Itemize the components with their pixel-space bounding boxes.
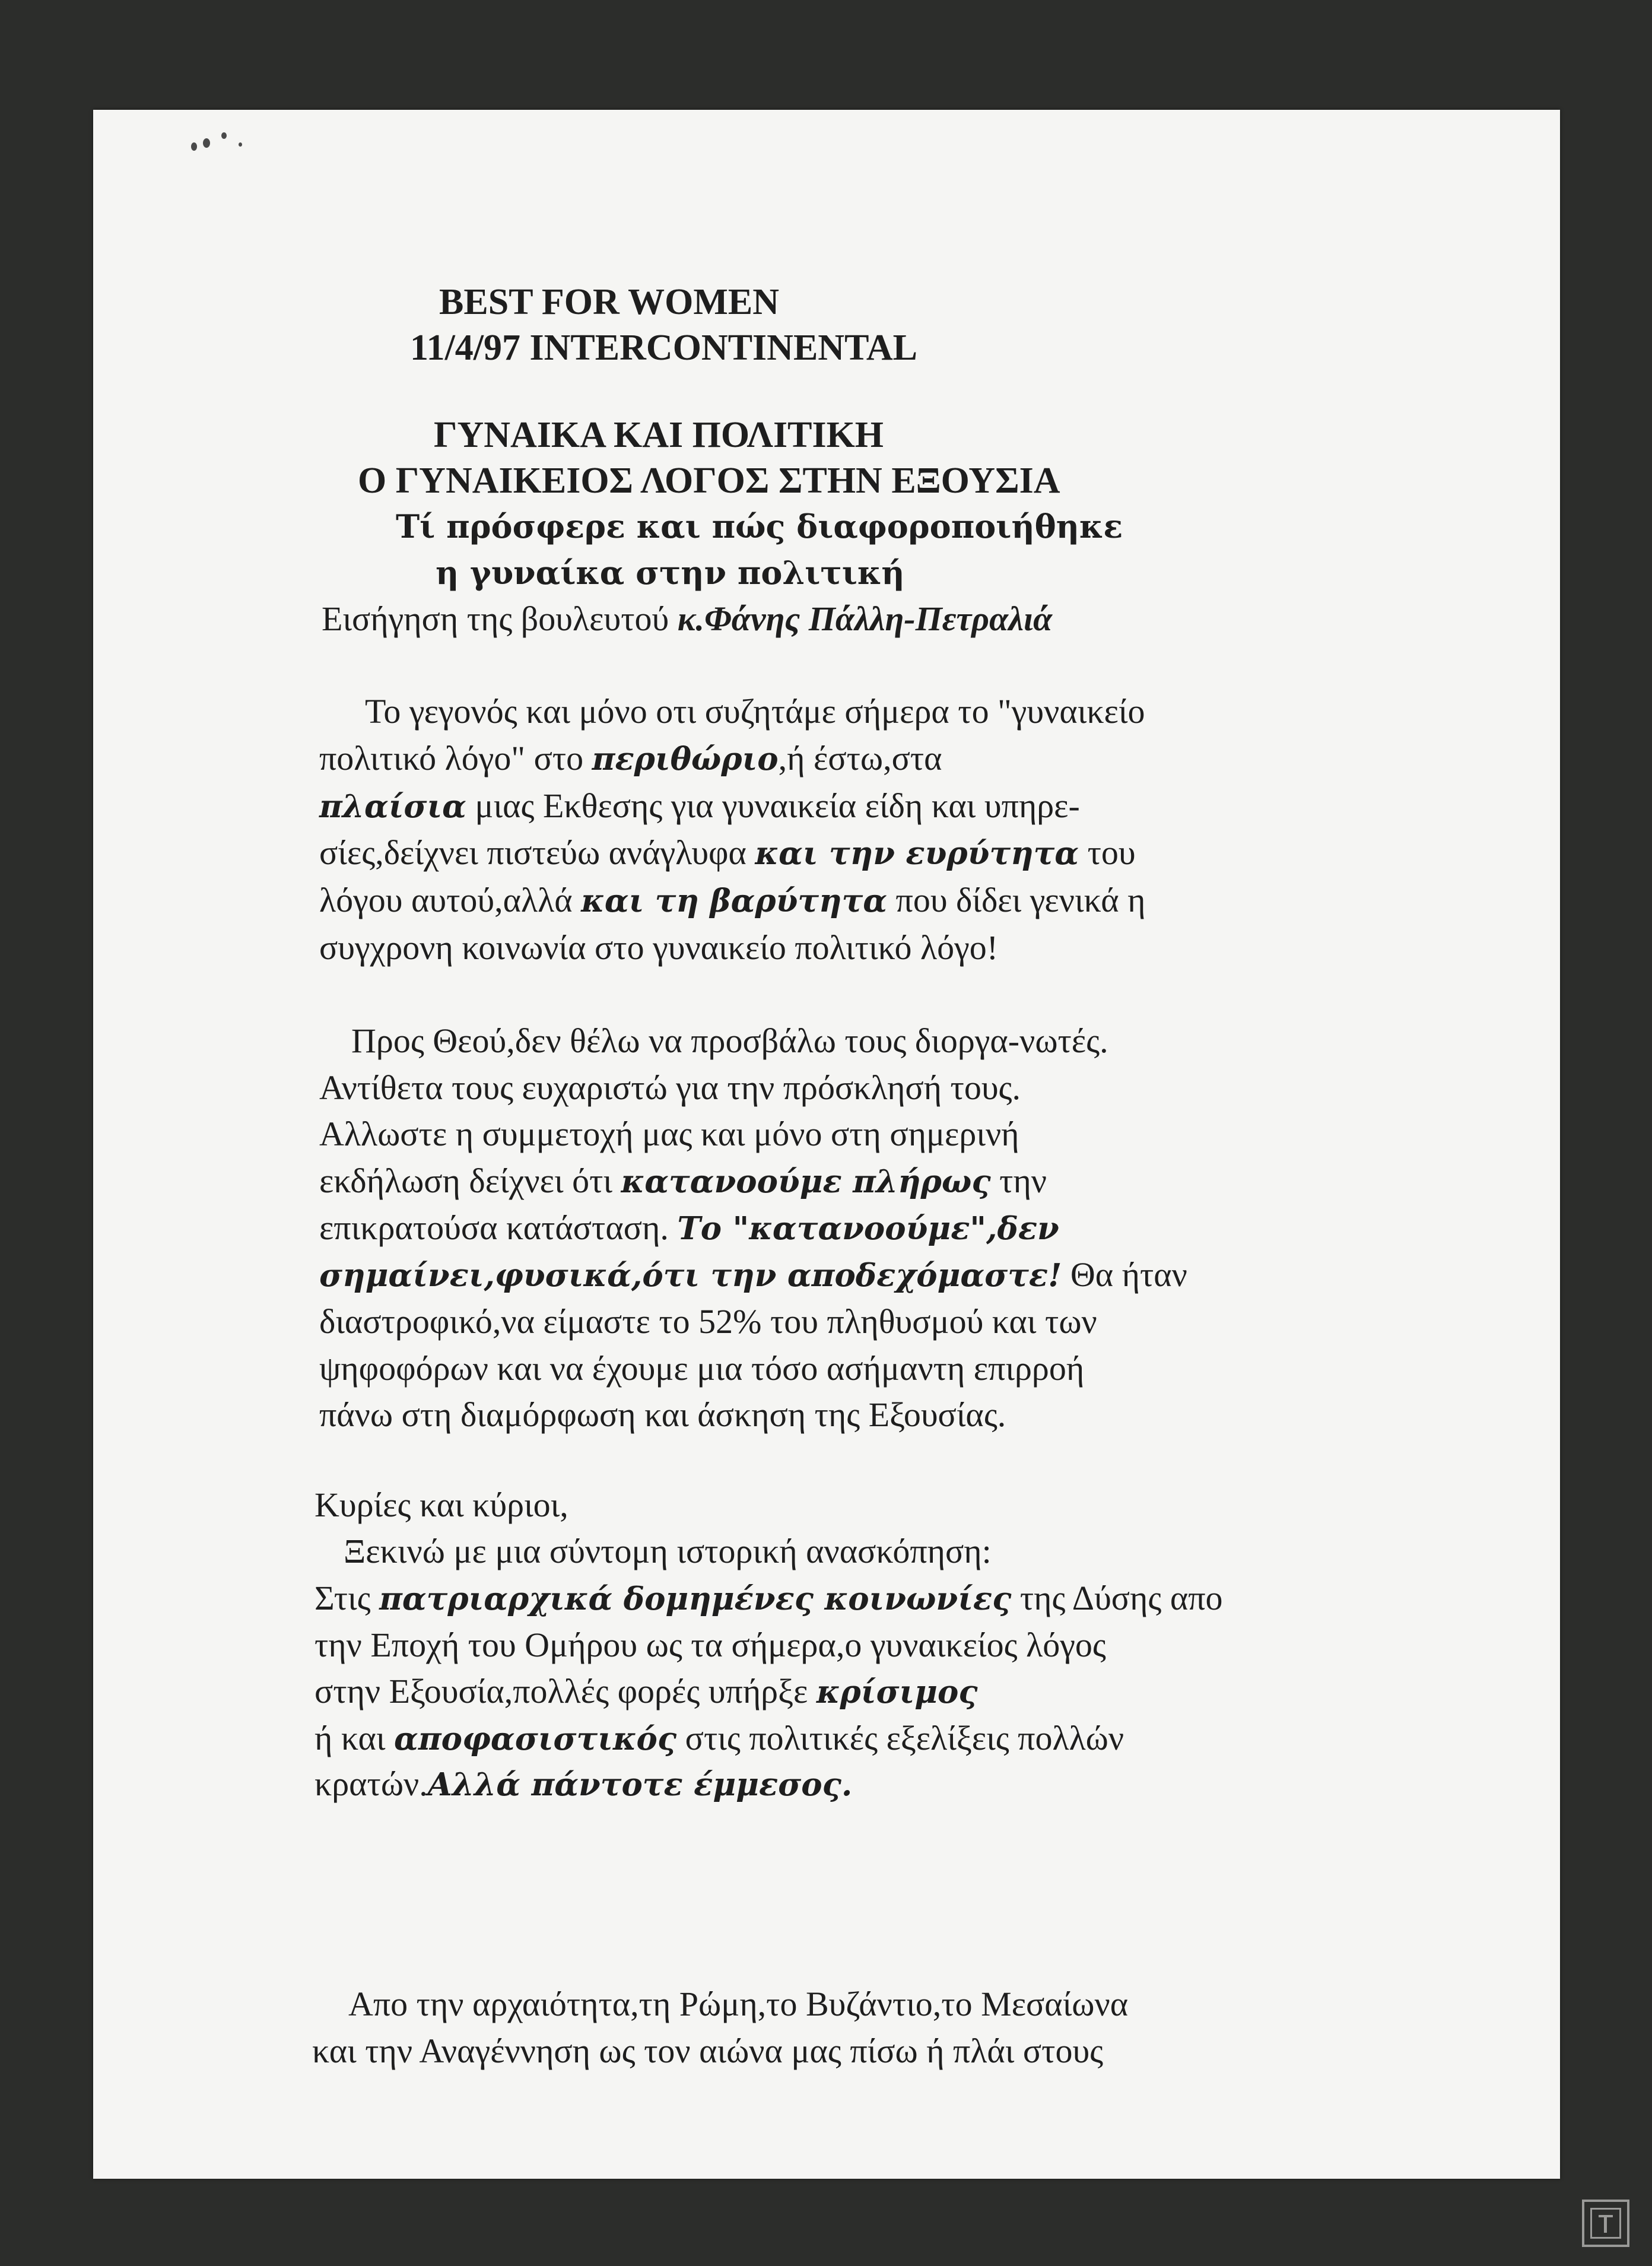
para1-line-6: συγχρονη κοινωνία στο γυναικείο πολιτικό λόγο! [319, 928, 999, 967]
para1-line-5 [319, 879, 1146, 922]
text-run: εκδήλωση δείχνει ότι [319, 1161, 621, 1200]
event-date-venue: 11/4/97 INTERCONTINENTAL [410, 328, 917, 368]
para3-line-7 [314, 1763, 852, 1806]
para2-line-2: Αντίθετα τους ευχαριστώ για την πρόσκλησή τους. [319, 1068, 1021, 1107]
emphasis-text: κατανοούμε πλήρως [621, 1163, 991, 1200]
para4-line-2: και την Αναγέννηση ως τον αιώνα μας πίσω ή πλάι στους [312, 2032, 1104, 2070]
text-run: λόγου αυτού,αλλά [319, 881, 582, 919]
text-run: που δίδει γενικά η [887, 881, 1146, 919]
text-run: ,ή έστω,στα [778, 739, 942, 777]
subtitle-line-2: η γυναίκα στην πολιτική [436, 554, 905, 592]
para2-line-1: Προς Θεού,δεν θέλω να προσβάλω τους διοργα-νωτές. [351, 1021, 1108, 1060]
para1-line-1: Το γεγονός και μόνο οτι συζητάμε σήμερα το "γυναικείο [365, 692, 1145, 731]
subtitle-line-1: Τί πρόσφερε και πώς διαφοροποιήθηκε [396, 507, 1123, 545]
title-line-1: ΓΥΝΑΙΚΑ ΚΑΙ ΠΟΛΙΤΙΚΗ [434, 415, 884, 455]
para4-line-1: Απο την αρχαιότητα,τη Ρώμη,το Βυζάντιο,το Μεσαίωνα [348, 1985, 1129, 2023]
text-run: στην Εξουσία,πολλές φορές υπήρξε [314, 1672, 817, 1710]
text-run: Στις [314, 1579, 380, 1617]
para1-line-4 [319, 831, 1136, 875]
emphasis-text: Το "κατανοούμε",δεν [677, 1210, 1059, 1247]
speaker-name: κ.Φάνης Πάλλη-Πετραλιά [677, 599, 1053, 638]
para1-line-3 [319, 785, 1080, 828]
event-name: BEST FOR WOMEN [439, 282, 780, 322]
text-run: την [990, 1161, 1047, 1200]
text-run: στις πολιτικές εξελίξεις πολλών [676, 1719, 1124, 1757]
text-run: πολιτικό λόγο" στο [319, 739, 592, 777]
para3-line-2: Ξεκινώ με μια σύντομη ιστορική ανασκόπηση: [344, 1532, 992, 1570]
emphasis-text: Αλλά πάντοτε έμμεσος. [427, 1766, 853, 1803]
emphasis-text: αποφασιστικός [394, 1721, 677, 1757]
para2-line-6 [319, 1253, 1187, 1297]
para2-line-9: πάνω στη διαμόρφωση και άσκηση της Εξουσίας. [319, 1395, 1006, 1434]
para1-line-2 [319, 737, 942, 780]
emphasis-text: κρίσιμος [816, 1674, 978, 1710]
emphasis-text: πλαίσια [319, 788, 466, 825]
para3-line-5 [314, 1670, 978, 1713]
byline [322, 598, 1052, 640]
emphasis-text: πατριαρχικά δομημένες κοινωνίες [379, 1581, 1012, 1617]
emphasis-text: σημαίνει,φυσικά,ότι την αποδεχόμαστε! [319, 1257, 1062, 1294]
para2-line-3: Αλλωστε η συμμετοχή μας και μόνο στη σημερινή [319, 1115, 1019, 1153]
text-run: κρατών. [314, 1764, 428, 1803]
document-text [93, 110, 1560, 2179]
para2-line-8: ψηφοφόρων και να έχουμε μια τόσο ασήμαντη επιρροή [319, 1349, 1085, 1388]
para3-line-3 [314, 1577, 1223, 1620]
para3-line-1: Κυρίες και κύριοι, [314, 1486, 568, 1524]
para2-line-4 [319, 1160, 1047, 1203]
emphasis-text: περιθώριο [592, 741, 779, 777]
title-line-2: Ο ΓΥΝΑΙΚΕΙΟΣ ΛΟΓΟΣ ΣΤΗΝ ΕΞΟΥΣΙΑ [358, 461, 1060, 501]
para2-line-7: διαστροφικό,να είμαστε το 52% του πληθυσμού και των [319, 1302, 1097, 1341]
text-run: μιας Εκθεσης για γυναικεία είδη και υπηρε- [466, 786, 1080, 825]
para2-line-5 [319, 1207, 1059, 1250]
text-run: σίες,δείχνει πιστεύω ανάγλυφα [319, 833, 755, 872]
byline-prefix: Εισήγηση της βουλευτού [322, 599, 678, 638]
text-run: επικρατούσα κατάσταση. [319, 1208, 678, 1247]
text-run: της Δύσης απο [1011, 1579, 1223, 1617]
para3-line-6 [314, 1717, 1124, 1760]
logo-mark-stem [1604, 2215, 1607, 2233]
para3-line-4: την Εποχή του Ομήρου ως τα σήμερα,ο γυναικείος λόγος [314, 1626, 1106, 1664]
document-page [93, 110, 1560, 2179]
text-run: Θα ήταν [1062, 1255, 1187, 1294]
archive-logo-icon [1582, 2200, 1629, 2247]
emphasis-text: και τη βαρύτητα [581, 883, 888, 919]
text-run: του [1079, 833, 1136, 872]
emphasis-text: και την ευρύτητα [755, 835, 1079, 872]
text-run: ή και [314, 1719, 395, 1757]
